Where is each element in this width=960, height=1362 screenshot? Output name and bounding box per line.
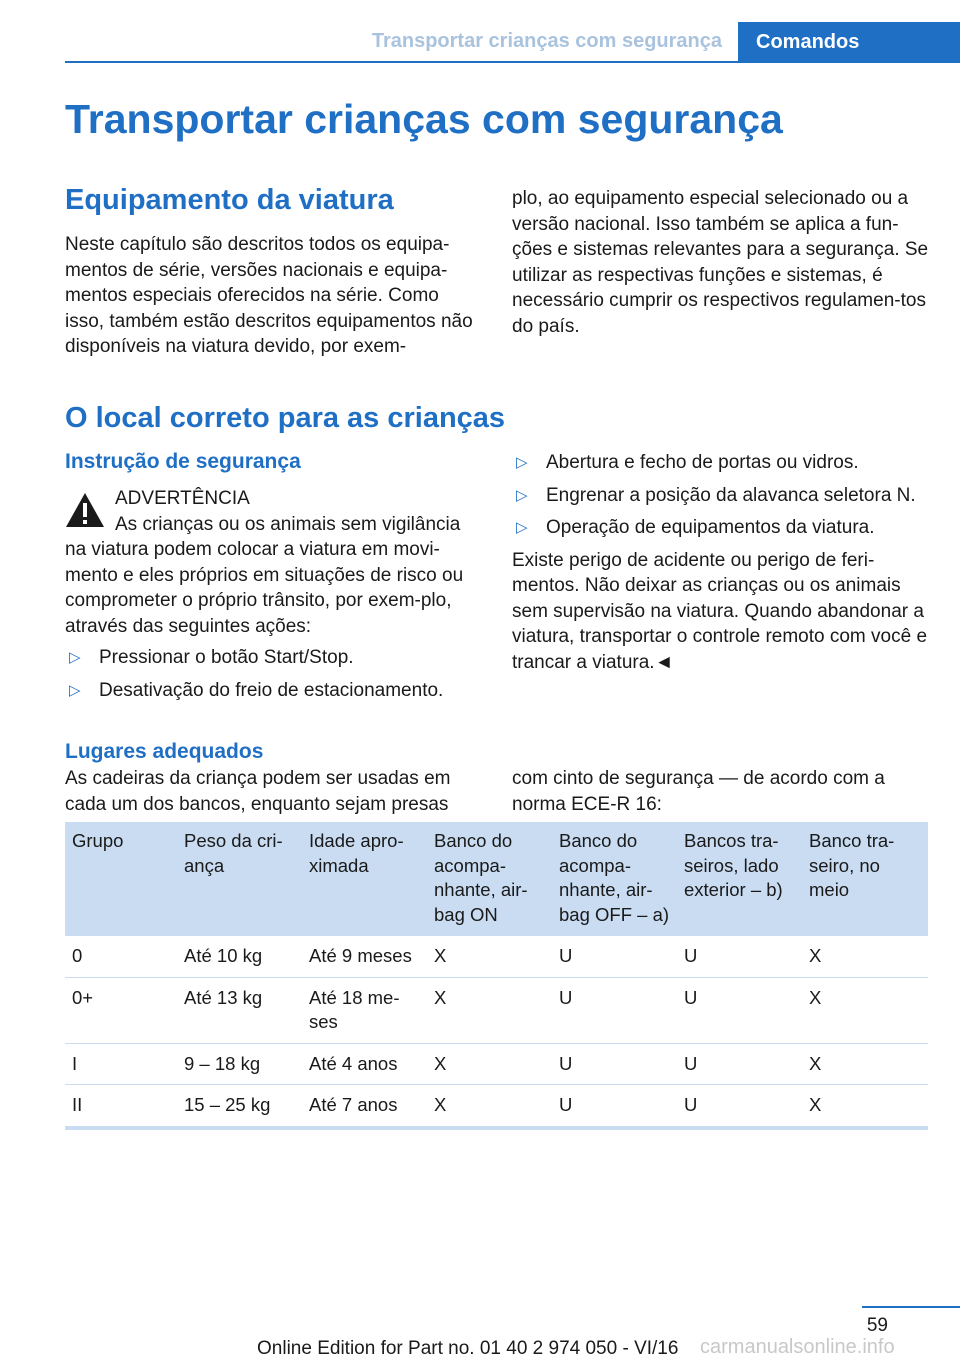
header-chapter-tab: Comandos: [738, 22, 960, 62]
table-cell: X: [427, 977, 552, 1043]
table-cell: X: [802, 977, 928, 1043]
watermark: carmanualsonline.info: [700, 1336, 895, 1358]
table-row: [65, 1043, 928, 1085]
table-header-cell: Idade apro-ximada: [302, 822, 427, 936]
table-cell: Até 10 kg: [177, 936, 302, 978]
table-header-cell: Banco do acompa-nhante, air-bag OFF – a): [552, 822, 677, 936]
table-header-cell: Grupo: [65, 822, 177, 936]
page-title: Transportar crianças com segurança: [65, 96, 783, 142]
equipment-right-paragraph: [512, 186, 932, 339]
places-left-paragraph: [65, 766, 475, 817]
table-cell: X: [427, 936, 552, 978]
table-cell: 15 – 25 kg: [177, 1085, 302, 1128]
list-item: ▷ Desativação do freio de estacionamento.: [65, 678, 475, 704]
table-cell: Até 13 kg: [177, 977, 302, 1043]
bullet-triangle-icon: ▷: [69, 681, 81, 699]
safety-right-column: [512, 450, 932, 675]
table-cell: Até 18 me-ses: [302, 977, 427, 1043]
edition-line: Online Edition for Part no. 01 40 2 974 050 - VI/16: [257, 1338, 679, 1359]
safety-heading: Instrução de segurança: [65, 450, 301, 473]
table-cell: U: [552, 936, 677, 978]
table-cell: Até 7 anos: [302, 1085, 427, 1128]
location-heading: O local correto para as crianças: [65, 402, 506, 434]
table-row: [65, 1085, 928, 1128]
left-bullet-list: [65, 645, 475, 703]
equipment-right-text: plo, ao equipamento especial selecionado ou a versão nacional. Isso também se aplica a fun-ções e sistemas relevantes para a segurança. Se utilizar as respectivas funções e sistemas, é necessário cumprir os respectivos regulamen-tos do país.: [512, 188, 929, 337]
places-heading: Lugares adequados: [65, 740, 264, 763]
warning-text: As crianças ou os animais sem vigilância na viatura podem colocar a viatura em movi-mento e eles próprios em situações de risco ou comprometer o próprio trânsito, por exem-plo, através das seguintes ações:: [65, 513, 464, 637]
table-cell: X: [802, 1085, 928, 1128]
footer-rule: [862, 1306, 960, 1308]
table-cell: X: [802, 936, 928, 978]
list-item: ▷ Abertura e fecho de portas ou vidros.: [512, 450, 932, 476]
table-cell: X: [427, 1085, 552, 1128]
table-cell: 0: [65, 936, 177, 978]
table-cell: X: [427, 1043, 552, 1085]
table-header-cell: Peso da cri-ança: [177, 822, 302, 936]
safety-left-column: [65, 486, 475, 710]
header-section-title: Transportar crianças com segurança: [371, 30, 722, 52]
table-header-cell: Banco tra-seiro, no meio: [802, 822, 928, 936]
warning-triangle-icon: [65, 492, 105, 528]
list-item: ▷ Operação de equipamentos da viatura.: [512, 515, 932, 541]
places-left-text: As cadeiras da criança podem ser usadas em cada um dos bancos, enquanto sejam presas: [65, 768, 451, 815]
table-row: [65, 977, 928, 1043]
table-header-row: [65, 822, 928, 936]
page-header: [65, 0, 960, 62]
table-cell: U: [552, 1085, 677, 1128]
table-cell: 0+: [65, 977, 177, 1043]
table-cell: U: [677, 977, 802, 1043]
table-cell: Até 9 meses: [302, 936, 427, 978]
table-row: [65, 936, 928, 978]
bullet-triangle-icon: ▷: [69, 649, 81, 666]
right-bullet-list: [512, 450, 932, 541]
table-cell: U: [677, 1085, 802, 1128]
equipment-left-paragraph: [65, 232, 475, 360]
page-number: 59: [866, 1315, 888, 1336]
list-item: ▷ Pressionar o botão Start/Stop.: [65, 645, 475, 671]
warning-title: ADVERTÊNCIA: [115, 488, 250, 509]
table-cell: X: [802, 1043, 928, 1085]
table-cell: 9 – 18 kg: [177, 1043, 302, 1085]
table-cell: U: [677, 1043, 802, 1085]
places-right-text: com cinto de segurança — de acordo com a norma ECE-R 16:: [512, 768, 885, 815]
list-item: ▷ Engrenar a posição da alavanca seletora N.: [512, 483, 932, 509]
table-cell: II: [65, 1085, 177, 1128]
warning-block: [65, 486, 475, 512]
table-header-cell: Bancos tra-seiros, lado exterior – b): [677, 822, 802, 936]
equipment-heading: Equipamento da viatura: [65, 184, 394, 216]
places-right-paragraph: [512, 766, 932, 817]
child-seat-table: [65, 822, 928, 1130]
danger-text: Existe perigo de acidente ou perigo de feri-mentos. Não deixar as crianças ou os animais sem supervisão na viatura. Quando abandonar a viatura, transportar o controle remoto com você e trancar a viatura.◄: [512, 549, 928, 673]
bullet-triangle-icon: ▷: [516, 454, 528, 471]
header-rule: [65, 61, 960, 63]
table-cell: U: [552, 977, 677, 1043]
table-cell: U: [552, 1043, 677, 1085]
equipment-left-text: Neste capítulo são descritos todos os equipa-mentos de série, versões nacionais e equipa-mentos especiais oferecidos na série. Como isso, também estão descritos equipamentos não disponíveis na viatura devido, por exem-: [65, 234, 473, 357]
table-cell: I: [65, 1043, 177, 1085]
bullet-triangle-icon: ▷: [516, 519, 528, 536]
table-cell: U: [677, 936, 802, 978]
table-header-cell: Banco do acompa-nhante, air-bag ON: [427, 822, 552, 936]
table-cell: Até 4 anos: [302, 1043, 427, 1085]
bullet-triangle-icon: ▷: [516, 486, 528, 504]
